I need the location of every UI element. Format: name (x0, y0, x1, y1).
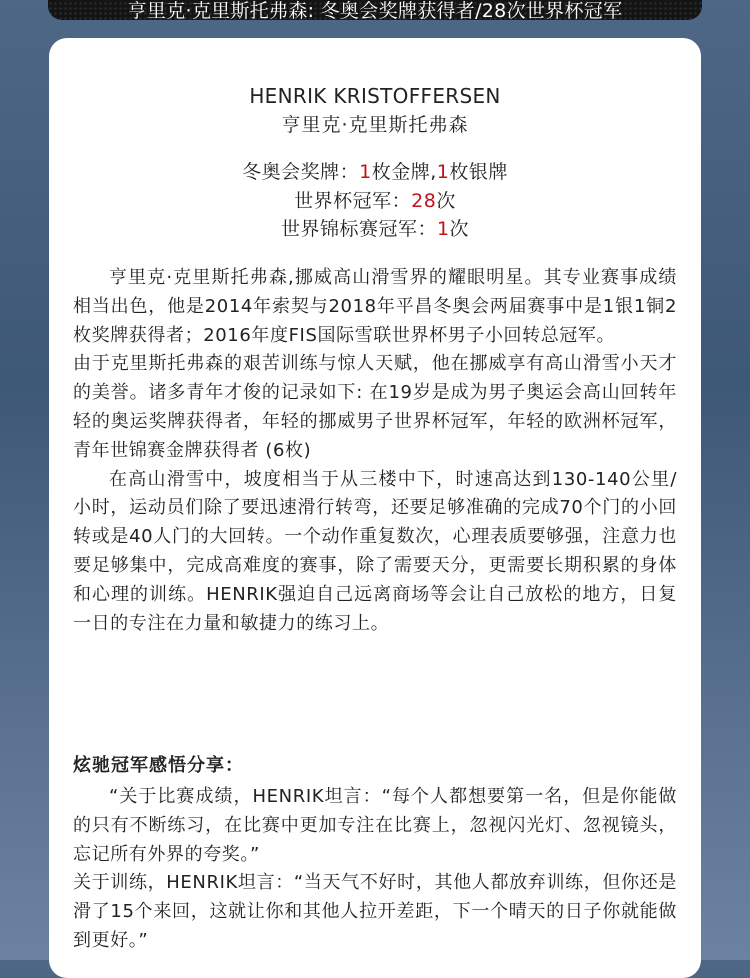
quote-results: “关于比赛成绩，HENRIK坦言：“每个人都想要第一名，但是你能做的只有不断练习，在比赛中更加专注在比赛上，忽视闪光灯、忽视镜头，忘记所有外界的夸奖。” (73, 786, 677, 865)
bio-paragraph-1: 亨里克·克里斯托弗森,挪威高山滑雪界的耀眼明星。其专业赛事成绩相当出色，他是2014年索契与2018年平昌冬奥会两届赛事中是1银1铜2枚奖牌获得者；2016年度FIS国际雪联世界杯男子小回转总冠军。 (73, 267, 677, 346)
biography-text (73, 264, 677, 638)
share-heading: 炫驰冠军感悟分享： (73, 755, 244, 776)
gold-count: 1 (359, 161, 372, 183)
athlete-name-chinese: 亨里克·克里斯托弗森 (281, 114, 469, 136)
olympic-medals-stat (49, 157, 701, 184)
world-championship-stat (49, 214, 701, 241)
world-championship-label: 世界锦标赛冠军： (280, 218, 437, 240)
top-title-banner (48, 0, 702, 20)
athlete-card (49, 38, 701, 978)
silver-count: 1 (436, 161, 450, 183)
bio-paragraph-2: 由于克里斯托弗森的艰苦训练与惊人天赋，他在挪威享有高山滑雪小天才的美誉。诸多青年才俊的记录如下: 在19岁是成为男子奥运会高山回转年轻的奥运奖牌获得者，年轻的挪威男子世界杯冠军，年轻的欧洲杯冠军，青年世锦赛金牌获得者 (6枚) (73, 353, 677, 461)
world-cup-count: 28 (411, 190, 437, 212)
world-cup-unit: 次 (436, 190, 456, 212)
silver-unit: 枚银牌 (449, 161, 508, 183)
olympic-label: 冬奥会奖牌： (242, 161, 360, 183)
gold-unit: 枚金牌, (371, 161, 437, 183)
world-championship-unit: 次 (449, 218, 470, 240)
bio-paragraph-3: 在高山滑雪中，坡度相当于从三楼中下，时速高达到130-140公里/小时，运动员们除了要迅速滑行转弯，还要足够准确的完成70个门的小回转或是40人门的大回转。一个动作重复数次，心理表质要够强，注意力也要足够集中，完成高难度的赛事，除了需要天分，更需要长期积累的身体和心理的训练。HENRIK强迫自己远离商场等会让自己放松的地方，日复一日的专注在力量和敏捷力的练习上。 (73, 468, 677, 634)
athlete-name-english: HENRIK KRISTOFFERSEN (249, 84, 501, 108)
banner-title: 亨里克·克里斯托弗森: 冬奥会奖牌获得者/28次世界杯冠军 (127, 0, 623, 20)
world-cup-stat (49, 186, 701, 213)
quote-training: 关于训练，HENRIK坦言：“当天气不好时，其他人都放弃训练，但你还是滑了15个来回，这就让你和其他人拉开差距，下一个晴天的日子你就能做到更好。” (73, 872, 677, 951)
share-quotes (73, 783, 677, 956)
world-championship-count: 1 (436, 218, 450, 240)
world-cup-label: 世界杯冠军： (294, 190, 412, 212)
